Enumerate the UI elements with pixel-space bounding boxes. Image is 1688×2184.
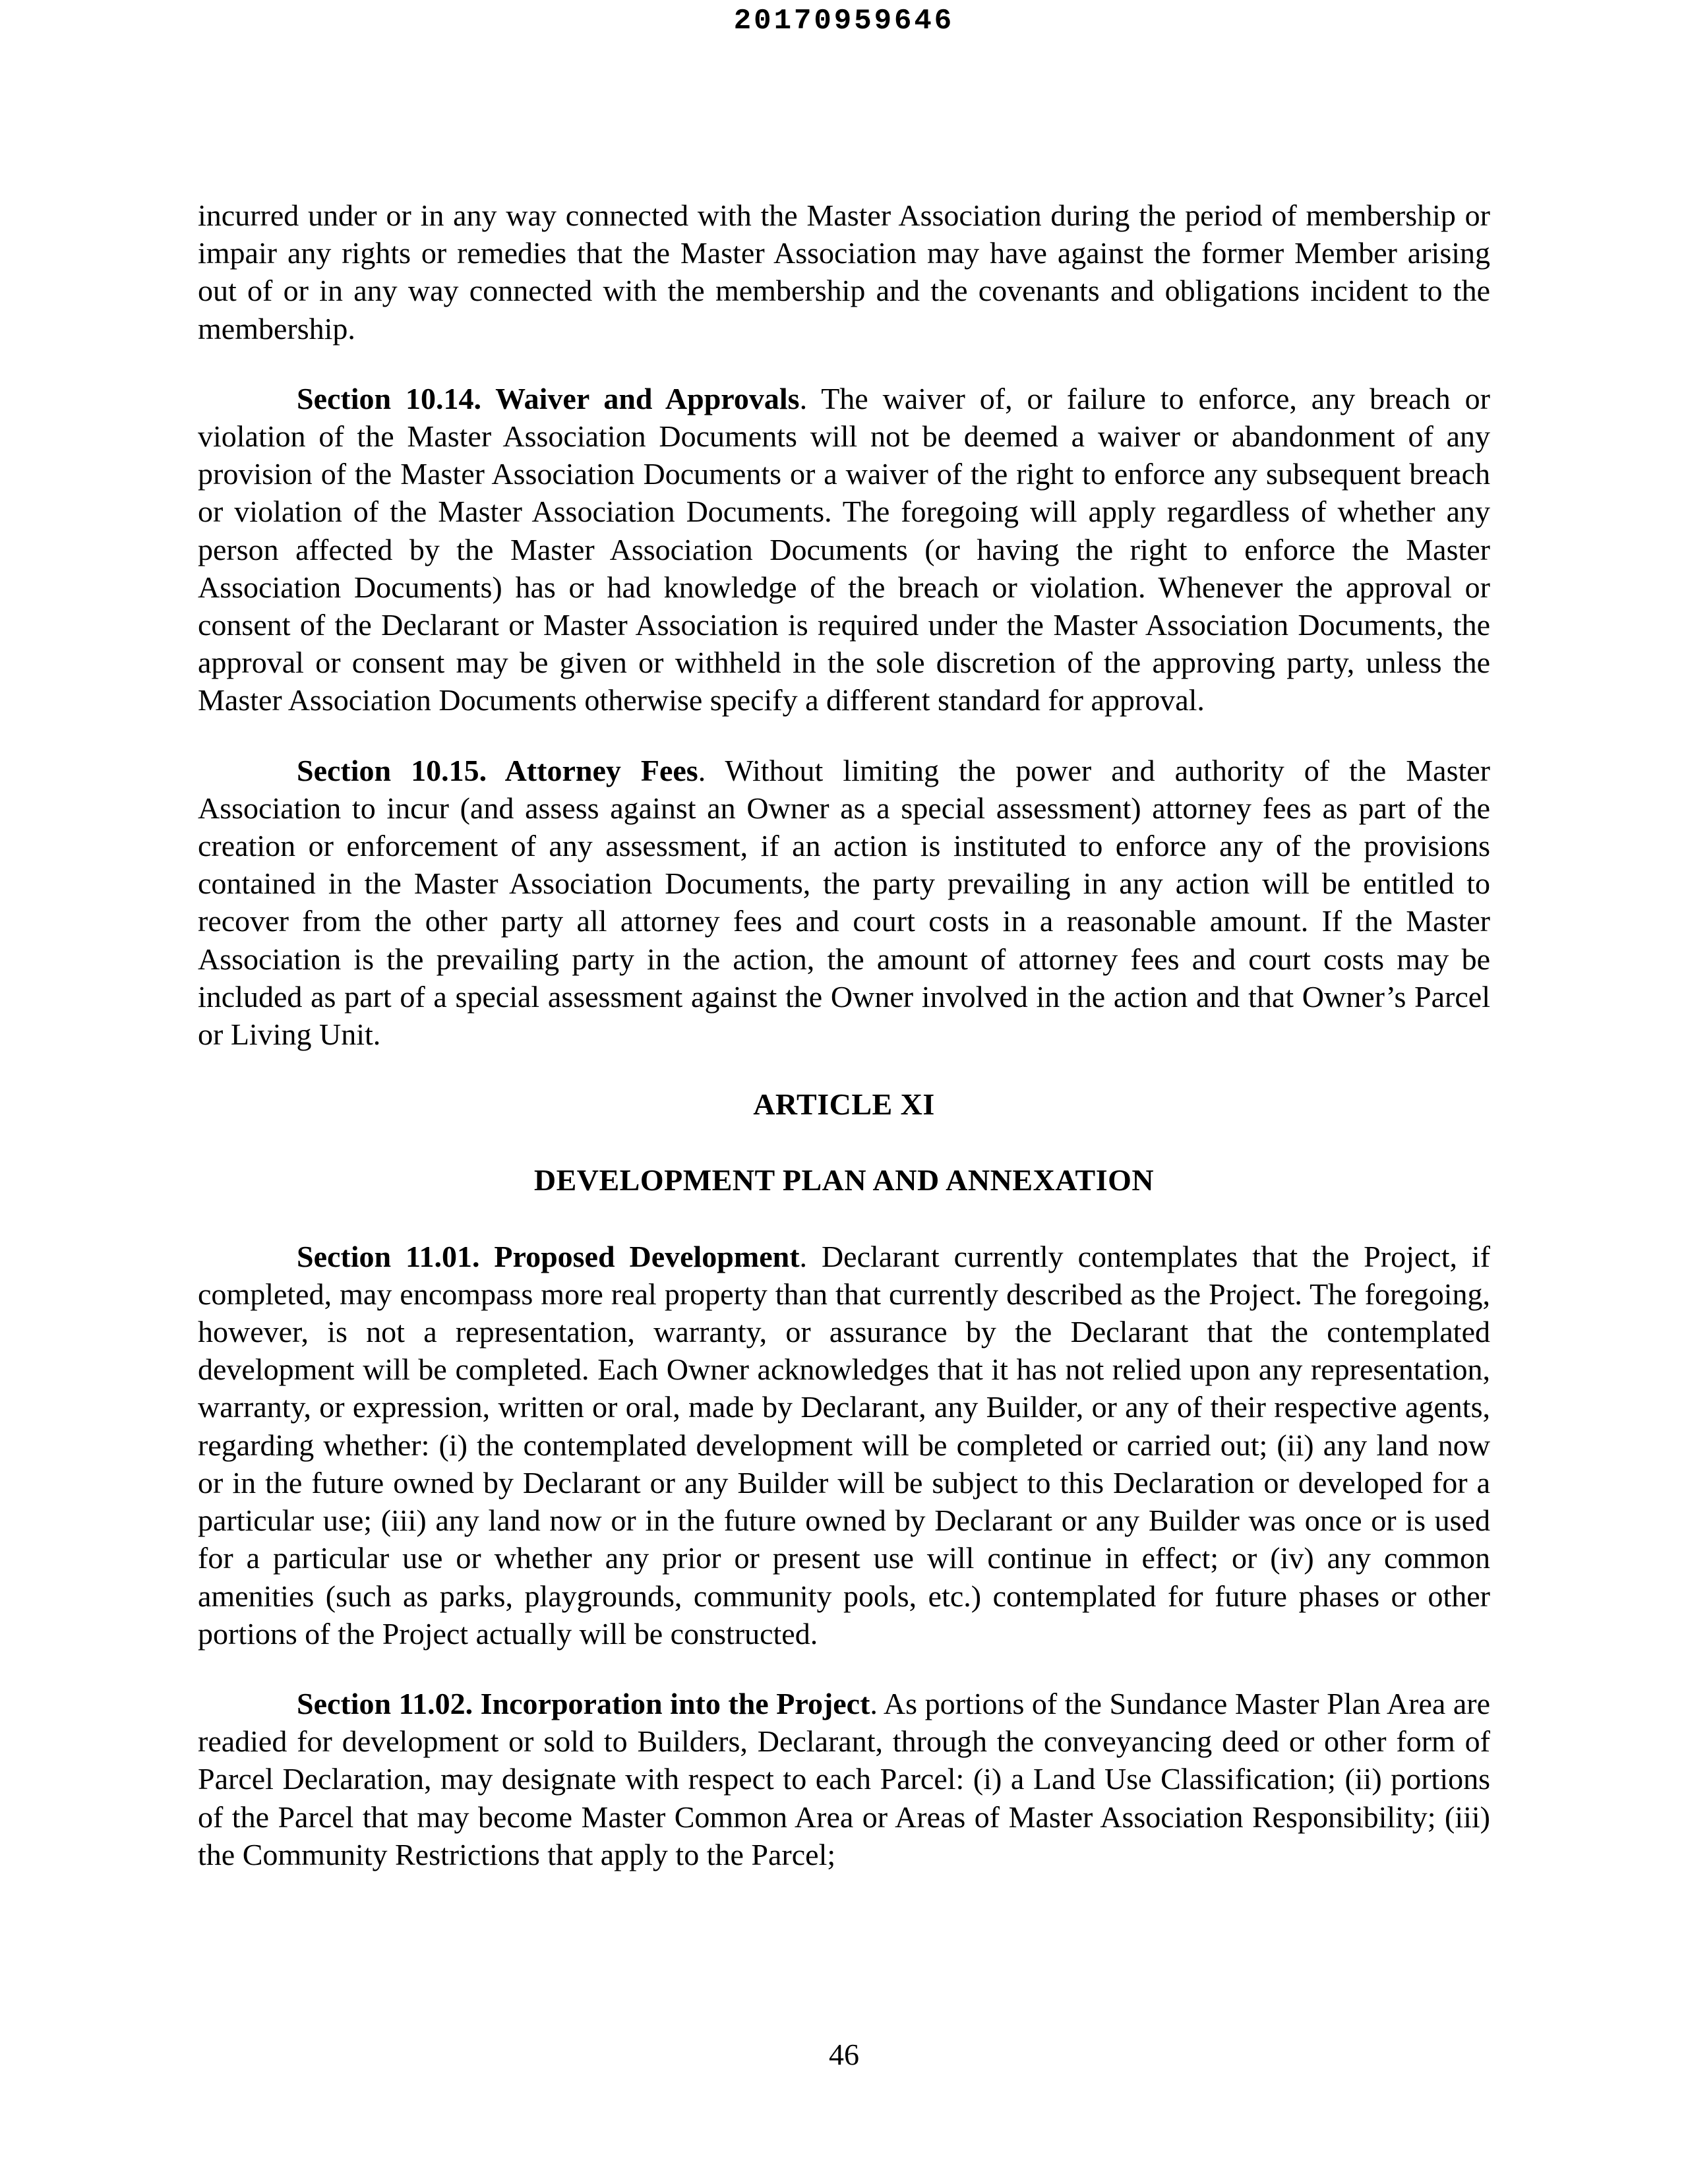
section-text: . As portions of the Sundance Master Plan Area are readied for development or sold to Builders, Declarant, through the conveyancing deed or other form of Parcel Declaration, may designate with respect to each Parcel: (i) a Land Use Classification; (ii) portions of the Parcel that may become Master Common Area or Areas of Master Association Responsibility; (iii) the Community Restrictions that apply to the Parcel; (198, 1686, 1490, 1871)
article-subtitle: DEVELOPMENT PLAN AND ANNEXATION (533, 1163, 1155, 1198)
page-body (198, 197, 1490, 1906)
section-10-14 (198, 380, 1490, 719)
section-11-02 (198, 1685, 1490, 1873)
section-text: . The waiver of, or failure to enforce, any breach or violation of the Master Association Documents will not be deemed a waiver or abandonment of any provision of the Master Association Documents or a waiver of the right to enforce any subsequent breach or violation of the Master Association Documents. The foregoing will apply regardless of whether any person affected by the Master Association Documents (or having the right to enforce the Master Association Documents) has or had knowledge of the breach or violation. Whenever the approval or consent of the Declarant or Master Association is required under the Master Association Documents, the approval or consent may be given or withheld in the sole discretion of the approving party, unless the Master Association Documents otherwise specify a different standard for approval. (198, 381, 1490, 717)
section-11-01 (198, 1238, 1490, 1653)
section-heading: Section 11.01. Proposed Development (297, 1239, 800, 1273)
section-heading: Section 10.14. Waiver and Approvals (297, 381, 800, 415)
section-text: . Without limiting the power and authority of the Master Association to incur (and assess against an Owner as a special assessment) attorney fees as part of the creation or enforcement of any assessment, if an action is instituted to enforce any of the provisions contained in the Master Association Documents, the party prevailing in any action will be entitled to recover from the other party all attorney fees and court costs in a reasonable amount. If the Master Association is the prevailing party in the action, the amount of attorney fees and court costs may be included as part of a special assessment against the Owner involved in the action and that Owner’s Parcel or Living Unit. (198, 753, 1490, 1052)
page-number: 46 (829, 2038, 859, 2071)
paragraph-continuation (198, 197, 1490, 348)
paragraph-text: incurred under or in any way connected with the Master Association during the period of membership or impair any rights or remedies that the Master Association may have against the former Member arising out of or in any way connected with the membership and the covenants and obligations incident to the membership. (198, 198, 1490, 346)
document-number: 20170959646 (733, 5, 955, 38)
section-heading: Section 11.02. Incorporation into the Project (297, 1686, 870, 1720)
section-text: . Declarant currently contemplates that the Project, if completed, may encompass more real property than that currently described as the Project. The foregoing, however, is not a representation, warranty, or assurance by the Declarant that the contemplated development will be completed. Each Owner acknowledges that it has not relied upon any representation, warranty, or expression, written or oral, made by Declarant, any Builder, or any of their respective agents, regarding whether: (i) the contemplated development will be completed or carried out; (ii) any land now or in the future owned by Declarant or any Builder will be subject to this Declaration or developed for a particular use; (iii) any land now or in the future owned by Declarant or any Builder was once or is used for a particular use or whether any prior or present use will continue in effect; or (iv) any common amenities (such as parks, playgrounds, community pools, etc.) contemplated for future phases or other portions of the Project actually will be constructed. (198, 1239, 1490, 1651)
section-heading: Section 10.15. Attorney Fees (297, 753, 698, 787)
article-title: ARTICLE XI (753, 1087, 935, 1122)
section-10-15 (198, 752, 1490, 1054)
